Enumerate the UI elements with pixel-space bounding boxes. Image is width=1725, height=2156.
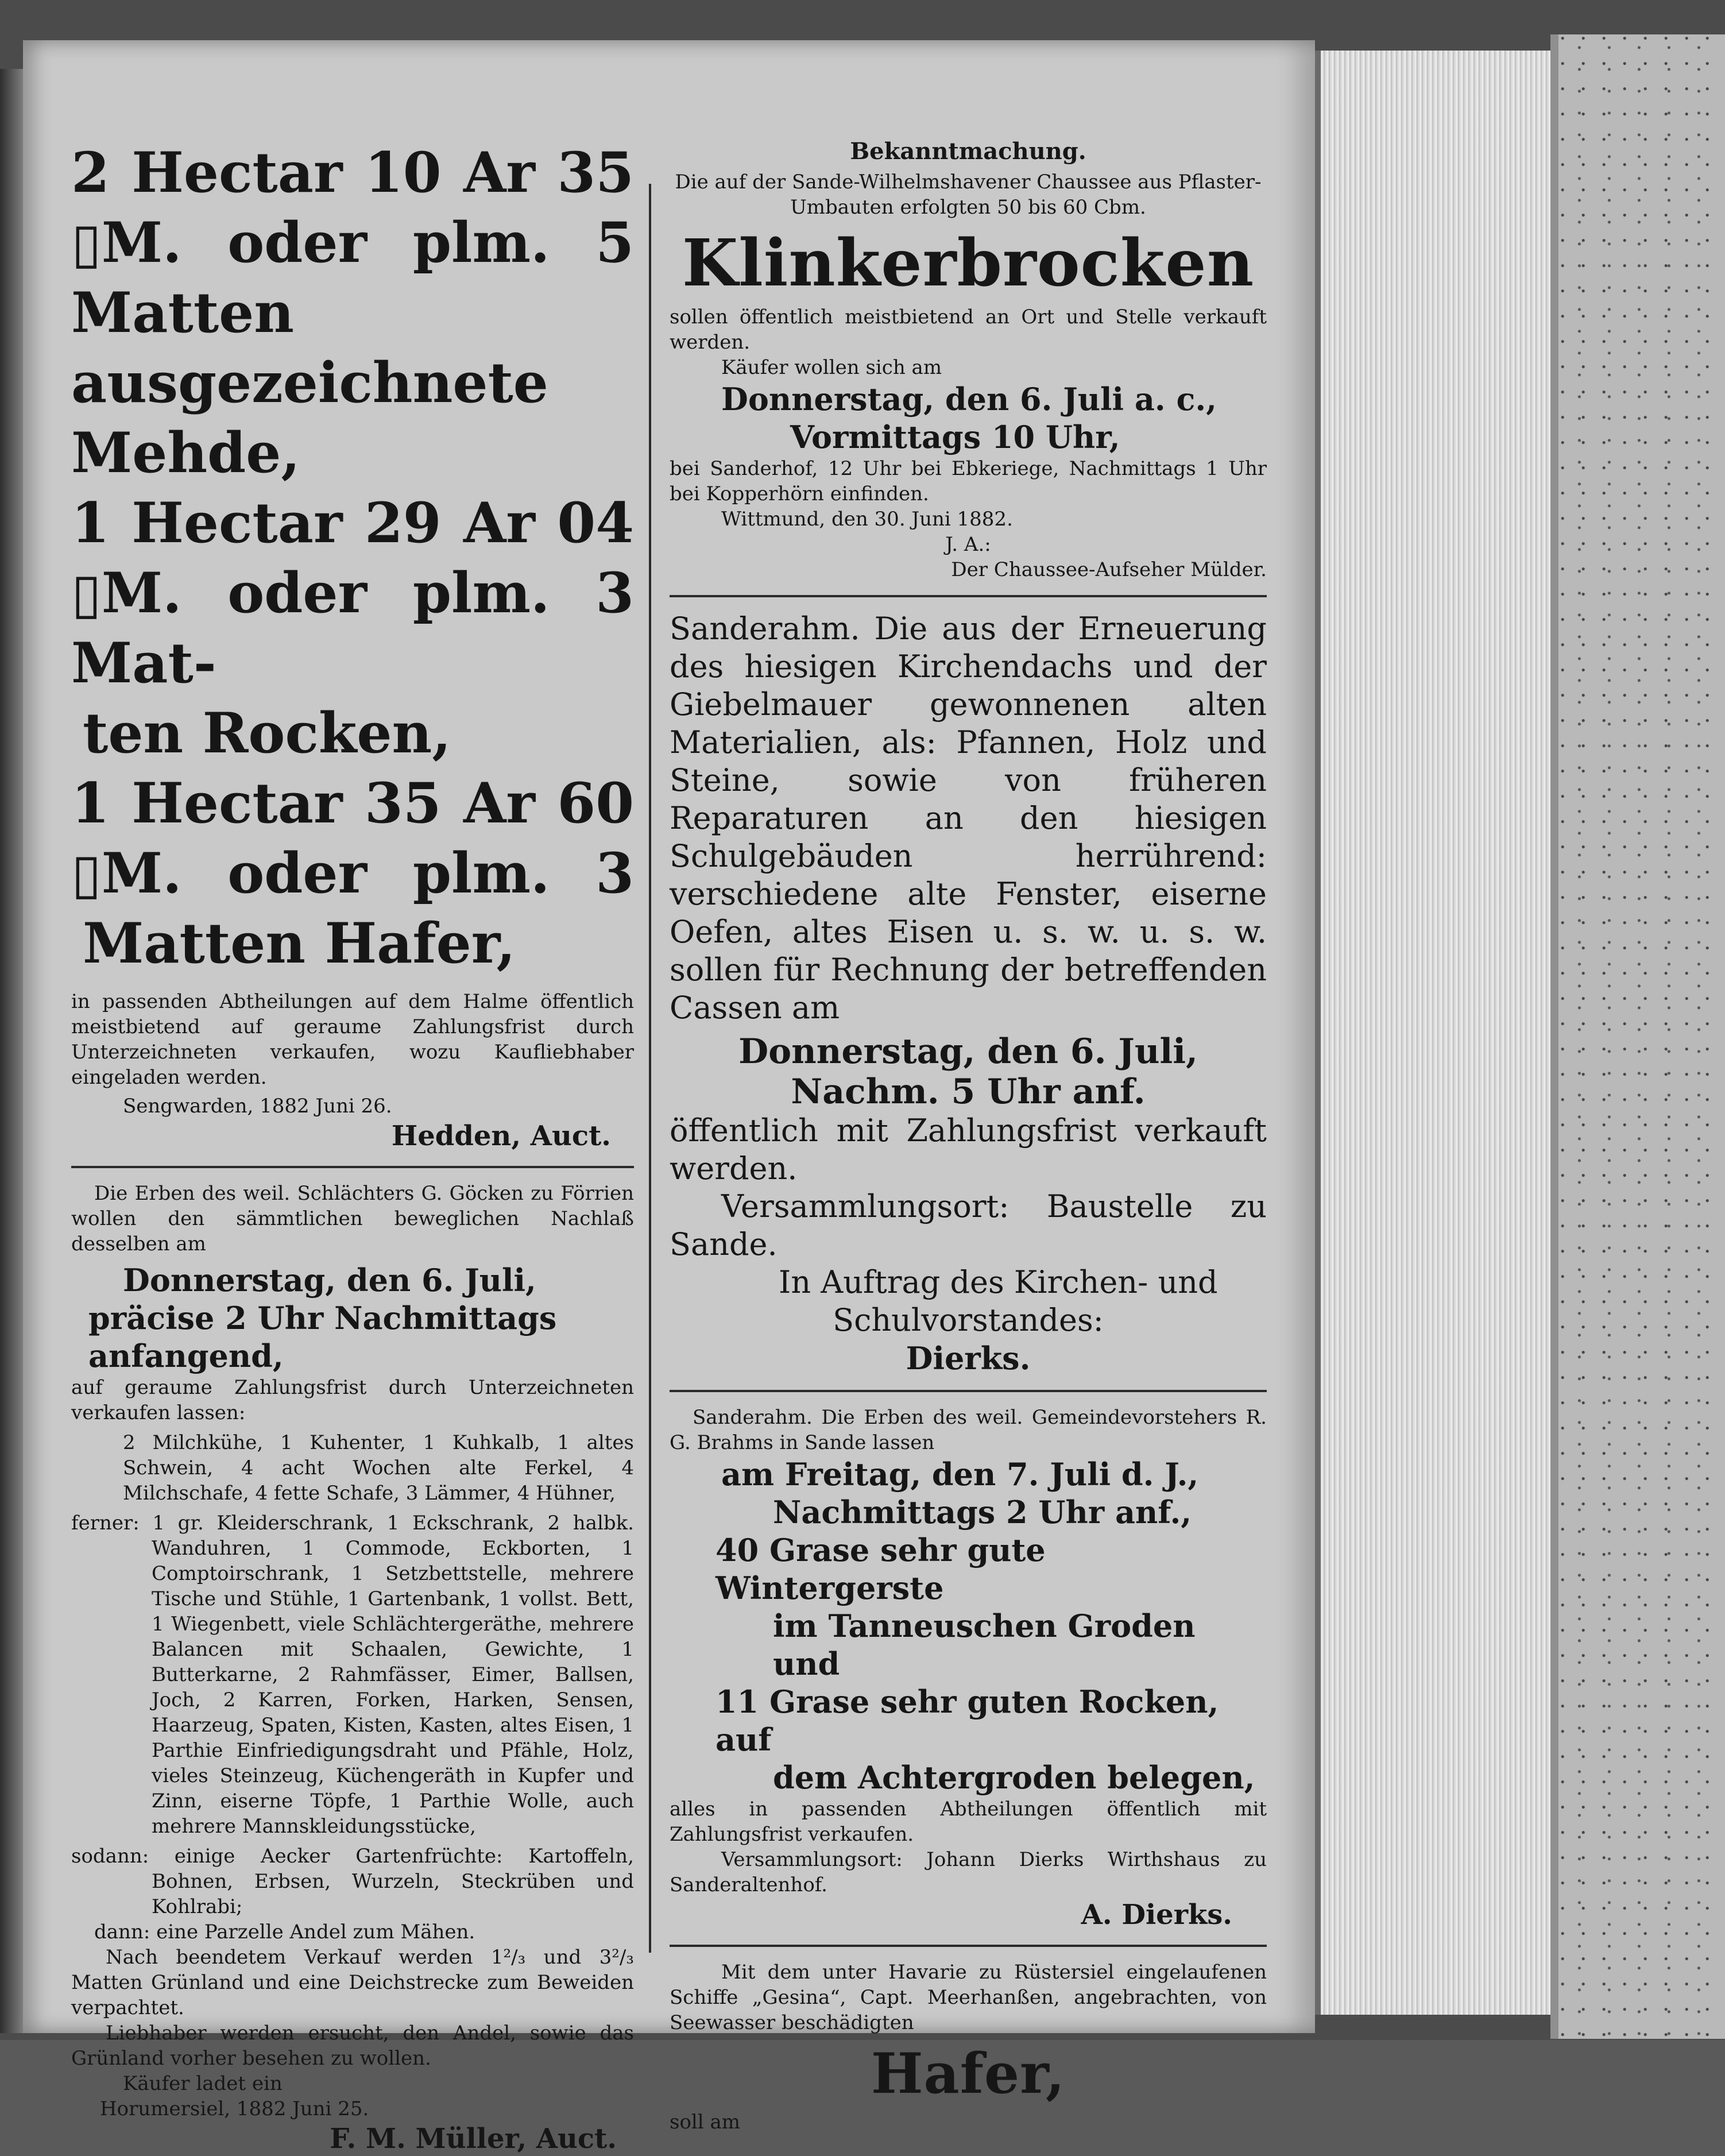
church-materials-ad [670, 610, 1267, 1377]
ad-line: ▯M. oder plm. 5 [71, 210, 634, 275]
damaged-oats-ad [670, 1960, 1267, 2135]
item-list: dann: eine Parzelle Andel zum Mähen. [94, 1921, 475, 1944]
ad-tail: soll am [670, 2111, 740, 2134]
auction-item: im Tanneuschen Groden und [773, 1608, 1196, 1682]
ad-title: Klinkerbrocken [682, 226, 1255, 301]
page-edges [1315, 51, 1562, 2015]
ad-line: 1 Hectar 35 Ar 60 [71, 771, 634, 836]
ad-intro: Die Erben des weil. Schlächters G. Göcken zu Förrien wollen den sämmtlichen beweglichen Nachlaß desselben am [71, 1182, 634, 1255]
auction-time: Vormittags 10 Uhr, [790, 419, 1120, 455]
ad-title: Hafer, [871, 2041, 1066, 2106]
ad-line: ten Rocken, [83, 701, 451, 766]
chaussee-announcement [670, 138, 1267, 582]
ad-divider [670, 595, 1267, 597]
auction-time: präcise 2 Uhr Nachmittags anfangend, [88, 1300, 557, 1374]
auction-item: 11 Grase sehr guten Rocken, auf [715, 1683, 1219, 1758]
commission: Schulvorstandes: [833, 1302, 1104, 1338]
auction-date: am Freitag, den 7. Juli d. J., [721, 1456, 1199, 1493]
ad-line: 1 Hectar 29 Ar 04 [71, 490, 634, 555]
ad-text: Sanderahm. Die aus der Erneuerung des hiesigen Kirchendachs und der Giebelmauer gewonnenen alten Materialien, als: Pfannen, Holz und Steine, sowie von früheren Reparaturen an den hiesigen Schulgebäuden herrührend: verschiedene alte Fenster, eiserne Oefen, altes Eisen u. s. w. u. s. w. sollen für Rechnung der betreffenden Cassen am [670, 611, 1267, 1026]
commission: In Auftrag des Kirchen- und [779, 1264, 1218, 1300]
auction-date: Donnerstag, den 6. Juli, [738, 1031, 1198, 1072]
ad-line: ▯M. oder plm. 3 [71, 841, 634, 906]
left-column [71, 138, 634, 2156]
item-list: sodann: einige Aecker Gartenfrüchte: Kartoffeln, Bohnen, Erbsen, Wurzeln, Steckrüben und Kohlrabi; [71, 1845, 634, 1918]
newspaper-page [23, 40, 1315, 2155]
announcement-heading: Bekanntmachung. [850, 138, 1086, 165]
auction-item: 40 Grase sehr gute Wintergerste [715, 1532, 1046, 1606]
invite: Käufer ladet ein [123, 2072, 283, 2095]
column-rule [649, 184, 651, 1953]
ad-intro: Sanderahm. Die Erben des weil. Gemeindevorstehers R. G. Brahms in Sande lassen [670, 1406, 1267, 1454]
ad-line: Mehde, [71, 420, 300, 485]
signature: Dierks. [906, 1340, 1031, 1377]
item-list: ferner: 1 gr. Kleiderschrank, 1 Eckschrank, 2 halbk. Wanduhren, 1 Commode, Eckborten, 1 Comptoirschrank, 1 Setzbettstelle, mehrere Tische und Stühle, 1 Gartenbank, 1 vollst. Bett, 1 Wiegenbett, viele Schlächtergeräthe, mehrere Balancen mit Schaalen, Gewichte, 1 Butterkarne, 2 Rahmfässer, Eimer, Ballsen, Joch, 2 Karren, Forken, Harken, Sensen, Haarzeug, Spaten, Kisten, Kasten, altes Eisen, 1 Parthie Einfriedigungsdraht und Pfähle, Holz, vieles Steinzeug, Küchengeräth in Kupfer und Zinn, eiserne Töpfe, 1 Parthie Wolle, auch mehrere Mannskleidungsstücke, [71, 1512, 634, 1838]
book-cover-board [1550, 34, 1725, 2039]
ad-line: Matten Hafer, [83, 911, 516, 976]
auction-time: Nachmittags 2 Uhr anf., [773, 1494, 1192, 1531]
ad-intro: Mit dem unter Havarie zu Rüstersiel eingelaufenen Schiffe „Gesina“, Capt. Meerhanßen, angebrachten, von Seewasser beschädigten [670, 1961, 1267, 2034]
ad-note: Liebhaber werden ersucht, den Andel, sowie das Grünland vorher besehen zu wollen. [71, 2022, 634, 2070]
signature: A. Dierks. [1081, 1899, 1232, 1931]
meeting-place: Versammlungsort: Baustelle zu Sande. [670, 1188, 1267, 1262]
ad-divider [670, 1390, 1267, 1392]
ad-line: 2 Hectar 10 Ar 35 [71, 140, 634, 205]
ad-body: in passenden Abtheilungen auf dem Halme öffentlich meistbietend auf geraume Zahlungsfrist durch Unterzeichneten verkaufen, wozu Kaufliebhaber eingeladen werden. [71, 990, 634, 1089]
ad-text: öffentlich mit Zahlungsfrist verkauft werden. [670, 1112, 1267, 1187]
item-list: 2 Milchkühe, 1 Kuhenter, 1 Kuhkalb, 1 altes Schwein, 4 acht Wochen alte Ferkel, 4 Milchschafe, 4 fette Schafe, 3 Lämmer, 4 Hühner, [123, 1431, 634, 1505]
ad-line: ▯M. oder plm. 3 Mat- [71, 561, 634, 696]
ad-body: sollen öffentlich meistbietend an Ort und Stelle verkauft werden. [670, 306, 1267, 354]
place-date: Wittmund, den 30. Juni 1882. [721, 508, 1013, 531]
ad-buyers: Käufer wollen sich am [721, 356, 942, 379]
auction-time: Nachm. 5 Uhr anf. [791, 1072, 1146, 1112]
signature-prefix: J. A.: [945, 533, 991, 556]
signature: F. M. Müller, Auct. [330, 2123, 617, 2155]
signature: Der Chaussee-Aufseher Mülder. [951, 558, 1267, 581]
place-date: Sengwarden, 1882 Juni 26. [123, 1095, 392, 1118]
right-column [670, 138, 1267, 2135]
auction-date: Donnerstag, den 6. Juli, [123, 1262, 536, 1299]
ad-places: bei Sanderhof, 12 Uhr bei Ebkeriege, Nachmittags 1 Uhr bei Kopperhörn einfinden. [670, 457, 1267, 505]
ad-divider [670, 1945, 1267, 1947]
auction-date: Donnerstag, den 6. Juli a. c., [721, 381, 1217, 418]
ad-intro: Die auf der Sande-Wilhelmshavener Chaussee aus Pflaster-Umbauten erfolgten 50 bis 60 Cbm. [675, 171, 1262, 219]
place-date: Horumersiel, 1882 Juni 25. [100, 2097, 369, 2120]
ad-line: Matten ausgezeichnete [71, 280, 548, 415]
auction-item: dem Achtergroden belegen, [773, 1759, 1255, 1796]
land-sale-ad [71, 138, 634, 1153]
meeting-place: Versammlungsort: Johann Dierks Wirthshaus zu Sanderaltenhof. [670, 1848, 1267, 1896]
ad-body: alles in passenden Abtheilungen öffentlich mit Zahlungsfrist verkaufen. [670, 1798, 1267, 1846]
grain-auction-ad [670, 1405, 1267, 1932]
ad-divider [71, 1166, 634, 1168]
estate-auction-ad [71, 1181, 634, 2156]
signature: Hedden, Auct. [391, 1120, 611, 1152]
ad-note: Nach beendetem Verkauf werden 1²/₃ und 3²/₃ Matten Grünland und eine Deichstrecke zum Beweiden verpachtet. [71, 1946, 634, 2019]
auction-terms: auf geraume Zahlungsfrist durch Unterzeichneten verkaufen lassen: [71, 1376, 634, 1424]
